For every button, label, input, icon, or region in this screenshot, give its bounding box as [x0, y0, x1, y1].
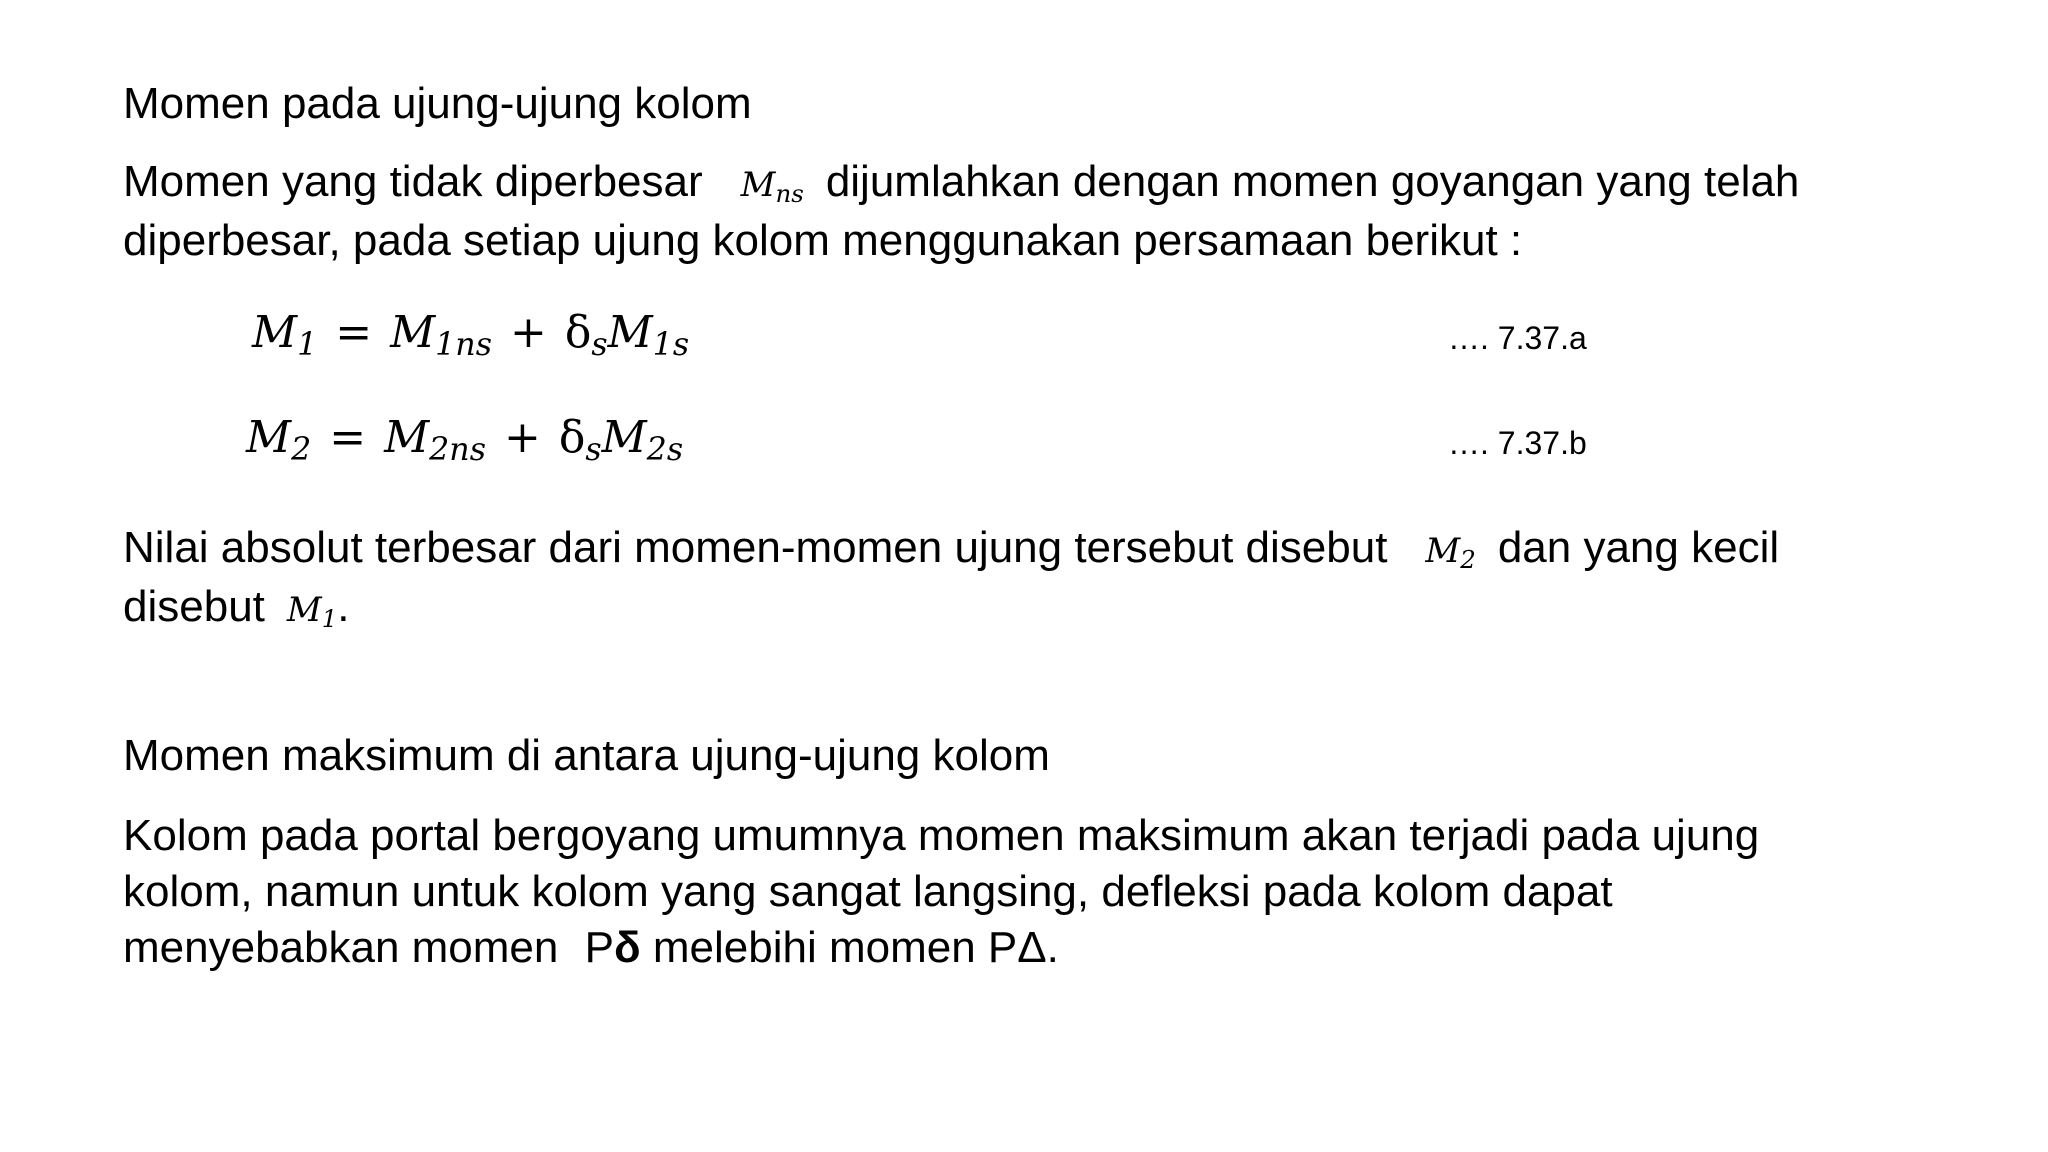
equation-number-7-37-a: …. 7.37.a — [1448, 320, 1587, 356]
eq-term2-sub: 2s — [646, 431, 684, 468]
eq-term2: M — [601, 412, 647, 463]
symbol-base: M — [740, 165, 776, 205]
eq-term2-sub: 1s — [652, 326, 690, 363]
symbol-subscript: ns — [775, 179, 804, 209]
eq-delta-sub: s — [591, 326, 608, 363]
symbol-subscript: 2 — [1460, 545, 1476, 575]
text-run: melebihi momen — [652, 923, 976, 972]
text-run: disebut — [123, 582, 265, 631]
eq-delta: δ — [558, 412, 586, 463]
eq-term1-sub: 1ns — [435, 326, 492, 363]
text-run: menyebabkan momen — [123, 923, 559, 972]
section-heading-max-moment: Momen maksimum di antara ujung-ujung kolom — [123, 731, 1050, 780]
paragraph-unamplified-moment — [123, 154, 1799, 269]
eq-lhs-sub: 2 — [291, 431, 312, 468]
paragraph-sway-frame — [123, 808, 1759, 976]
text-run: . — [1046, 923, 1059, 972]
symbol-p-delta: PΔ — [987, 923, 1047, 972]
text-run: dan yang kecil — [1497, 523, 1780, 572]
eq-term2: M — [607, 307, 653, 358]
eq-term1: M — [390, 307, 436, 358]
paragraph-line-2: kolom, namun untuk kolom yang sangat langsing, defleksi pada kolom dapat — [123, 867, 1613, 916]
text-run: dijumlahkan dengan momen goyangan yang telah — [825, 157, 1800, 206]
section-heading-end-moments: Momen pada ujung-ujung kolom — [123, 79, 752, 128]
paragraph-line-1: Kolom pada portal bergoyang umumnya momen maksimum akan terjadi pada ujung — [123, 811, 1760, 860]
symbol-delta-bold: δ — [613, 923, 641, 972]
eq-delta: δ — [564, 307, 592, 358]
eq-equals: = — [335, 307, 373, 358]
eq-delta-sub: s — [585, 431, 602, 468]
eq-term1-sub: 2ns — [429, 431, 486, 468]
paragraph-absolute-moment — [123, 520, 1779, 638]
eq-equals: = — [329, 412, 367, 463]
paragraph-line-2 — [123, 579, 1779, 638]
symbol-base: M — [286, 590, 322, 630]
math-symbol-m1 — [286, 590, 338, 634]
eq-lhs-sub: 1 — [297, 326, 318, 363]
paragraph-line-3 — [123, 920, 1759, 976]
paragraph-line-2: diperbesar, pada setiap ujung kolom menggunakan persamaan berikut : — [123, 216, 1523, 265]
math-symbol-m2 — [1425, 531, 1476, 575]
paragraph-line-1 — [123, 154, 1799, 213]
symbol-subscript: 1 — [321, 604, 338, 634]
text-run: Nilai absolut terbesar dari momen-momen ujung tersebut disebut — [123, 523, 1388, 572]
eq-lhs: M — [246, 412, 292, 463]
eq-plus: + — [503, 412, 541, 463]
symbol-p: P — [584, 923, 614, 972]
text-run: Momen yang tidak diperbesar — [123, 157, 703, 206]
symbol-base: M — [1425, 531, 1461, 571]
equation-number-7-37-b: …. 7.37.b — [1448, 425, 1587, 461]
math-symbol-mns — [740, 165, 804, 209]
paragraph-line-1 — [123, 520, 1779, 579]
text-run: . — [337, 582, 350, 631]
equation-7-37-a — [252, 305, 689, 361]
eq-term1: M — [384, 412, 430, 463]
eq-lhs: M — [252, 307, 298, 358]
eq-plus: + — [509, 307, 547, 358]
equation-7-37-b — [246, 410, 683, 466]
